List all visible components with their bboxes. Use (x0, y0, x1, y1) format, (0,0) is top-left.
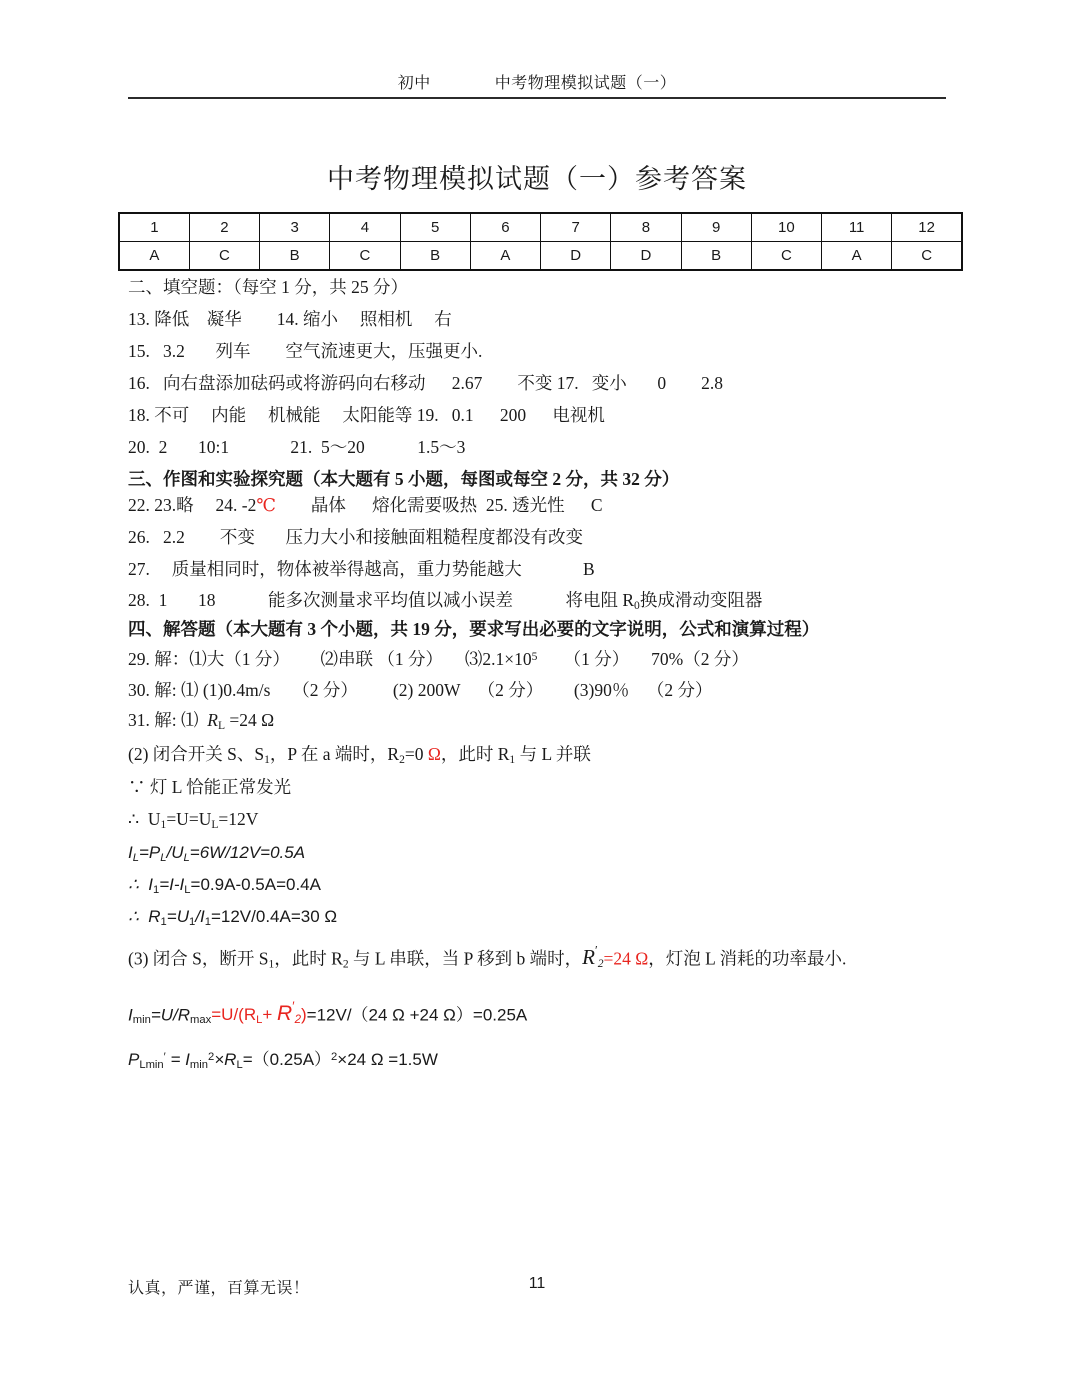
section-heading-drawing: 三、作图和实验探究题（本大题有 5 小题，每图或每空 2 分，共 32 分） (128, 469, 680, 489)
resistor-r2-subscript: 2 (399, 753, 405, 766)
solution-29-prefix: 29. 解：⑴大（1 分） ⑵串联 （1 分） ⑶2.1×10 (128, 649, 532, 669)
text-run: =I-I (159, 875, 185, 894)
answer-line-13-14: 13. 降低 凝华 14. 缩小 照相机 右 (128, 309, 452, 329)
min-subscript: min (132, 1014, 151, 1027)
text-run: + (262, 1005, 278, 1025)
solution-31-value: =24 Ω (225, 710, 275, 730)
table-cell-answer: C (330, 242, 400, 271)
solution-line-31-imin (128, 1000, 527, 1026)
table-cell-answer: B (681, 242, 751, 271)
answer-key-table (118, 212, 963, 271)
header-center-text: 中考物理模拟试题（一） (494, 75, 677, 92)
solution-line-31-part2 (128, 745, 591, 767)
answer-line-22-25 (128, 496, 603, 515)
text-run: R (277, 1002, 293, 1026)
square-exponent: 2 (207, 1050, 215, 1063)
answer-line-15: 15. 3.2 列车 空气流速更大，压强更小. (128, 341, 483, 361)
imin-formula-red (211, 1000, 307, 1027)
text-run: (3) 闭合 S，断开 S (128, 948, 269, 969)
r2-subscript: 2 (294, 1014, 301, 1027)
answer-22-24-prefix: 22. 23.略 24. -2 (128, 495, 257, 515)
solution-29-suffix: （1 分） 70%（2 分） (537, 649, 749, 669)
answer-line-16-17: 16. 向右盘添加砝码或将游码向右移动 2.67 不变 17. 变小 0 2.8 (128, 373, 723, 393)
rl-subscript: L (236, 1058, 243, 1071)
variable-R2-prime (582, 945, 603, 969)
solution-line-31-current-l (128, 843, 305, 864)
table-cell-number: 4 (330, 213, 400, 242)
prime-mark: ′ (594, 944, 598, 958)
solution-line-29 (128, 650, 749, 669)
table-row-answers (119, 242, 962, 271)
text-run: ，灯泡 L 消耗的功率最小. (648, 948, 847, 969)
text-run: P (128, 1050, 140, 1069)
text-run: =U/(R (211, 1005, 257, 1025)
text-run: ∴ R (128, 907, 161, 926)
u1-subscript: 1 (160, 818, 167, 831)
running-header (128, 70, 946, 93)
text-run: ×R (214, 1050, 237, 1069)
square-exponent: 2 (331, 1050, 338, 1063)
text-run: (2) 闭合开关 S、S (128, 744, 265, 764)
rl-subscript: L (256, 1014, 263, 1027)
variable-R-subscript-L: L (217, 719, 226, 732)
answer-line-26: 26. 2.2 不变 压力大小和接触面粗糙程度都没有改变 (128, 527, 583, 547)
text-run: =U/R (150, 1005, 191, 1025)
resistor-r0-subscript: 0 (634, 599, 640, 612)
header-left-text: 初中 (397, 75, 431, 92)
text-run: 与 L 并联 (515, 744, 591, 764)
text-run: =12V/（24 Ω +24 Ω）=0.25A (306, 1005, 528, 1025)
table-cell-answer: D (611, 242, 681, 271)
text-run: 与 L 串联，当 P 移到 b 端时， (348, 948, 583, 969)
text-run: ) (300, 1005, 307, 1025)
text-run: ∴ I (128, 875, 153, 894)
table-cell-number: 5 (400, 213, 470, 242)
text-run: ×24 Ω =1.5W (337, 1050, 438, 1069)
text-run: I (128, 843, 133, 862)
switch-s1-subscript: 1 (264, 753, 270, 766)
solution-line-31-part3 (128, 945, 846, 971)
ul-subscript: L (211, 818, 219, 831)
il-subscript: L (184, 883, 191, 896)
ul-subscript: L (183, 851, 190, 864)
page-title: 中考物理模拟试题（一）参考答案 (327, 164, 747, 194)
table-cell-number: 11 (822, 213, 892, 242)
text-run: ，此时 R (440, 744, 510, 764)
min-subscript: min (189, 1058, 208, 1071)
text-run: =U (166, 907, 190, 926)
table-cell-number: 8 (611, 213, 681, 242)
text-run: =12V/0.4A=30 Ω (210, 907, 338, 926)
footer-page-number: 11 (528, 1275, 546, 1292)
r2-prime-value-red: =24 Ω (603, 948, 649, 969)
solution-31-prefix: 31. 解: ⑴ (128, 710, 208, 730)
variable-R: R (207, 710, 218, 730)
solution-line-31-part1 (128, 711, 274, 733)
table-cell-answer: D (541, 242, 611, 271)
degree-celsius-unit: ℃ (256, 495, 276, 515)
table-cell-answer: B (400, 242, 470, 271)
text-run: =0 (404, 744, 428, 764)
r2-subscript: 2 (597, 958, 604, 971)
table-cell-answer: C (189, 242, 259, 271)
variable-R2-prime (277, 1002, 301, 1025)
answer-28-prefix: 28. 1 18 能多次测量求平均值以减小误差 将电阻 R (128, 590, 635, 610)
switch-s1-subscript: 1 (268, 958, 275, 971)
text-run: =0.9A-0.5A=0.4A (190, 875, 321, 894)
r1-subscript: 1 (160, 915, 167, 928)
text-run: ，P 在 a 端时，R (269, 744, 400, 764)
solution-line-31-plmin (128, 1045, 438, 1071)
table-cell-number: 10 (751, 213, 821, 242)
table-cell-number: 12 (892, 213, 962, 242)
answer-line-20-21: 20. 2 10:1 21. 5～20 1.5～3 (128, 437, 466, 457)
prime-mark: ′ (292, 1000, 295, 1014)
solution-line-31-voltage (128, 810, 258, 832)
text-run: R (582, 945, 595, 970)
table-cell-answer: A (822, 242, 892, 271)
table-cell-number: 3 (260, 213, 330, 242)
table-cell-answer: C (751, 242, 821, 271)
solution-line-31-because: ∵ 灯 L 恰能正常发光 (128, 777, 292, 797)
text-run: =U=U (166, 809, 212, 829)
resistor-r2-subscript: 2 (342, 958, 349, 971)
table-cell-answer: B (260, 242, 330, 271)
u1-subscript: 1 (189, 915, 196, 928)
max-subscript: max (190, 1014, 212, 1027)
answer-line-27: 27. 质量相同时，物体被举得越高，重力势能越大 B (128, 559, 595, 579)
text-run: ∴ U (128, 809, 161, 829)
i1-subscript: 1 (204, 915, 211, 928)
table-cell-answer: C (892, 242, 962, 271)
text-run: =6W/12V=0.5A (189, 843, 306, 862)
power-of-ten-exponent: 5 (531, 650, 538, 663)
text-run: /U (166, 843, 184, 862)
answer-line-28 (128, 591, 762, 613)
prime-mark: ′ (163, 1050, 166, 1063)
text-run: = I (165, 1050, 190, 1069)
text-run: =P (138, 843, 161, 862)
i1-subscript: 1 (153, 883, 160, 896)
table-cell-number: 6 (470, 213, 540, 242)
lmin-subscript: Lmin (139, 1058, 164, 1071)
table-cell-number: 7 (541, 213, 611, 242)
section-heading-solve: 四、解答题（本大题有 3 个小题，共 19 分，要求写出必要的文字说明，公式和演算过程） (128, 619, 820, 639)
ohm-unit-red: Ω (427, 744, 441, 764)
table-cell-number: 2 (189, 213, 259, 242)
table-cell-answer: A (470, 242, 540, 271)
text-run: ，此时 R (274, 948, 343, 969)
table-row-question-numbers (119, 213, 962, 242)
solution-line-31-current-1 (128, 875, 321, 896)
table-cell-number: 1 (119, 213, 189, 242)
il-subscript: L (132, 851, 139, 864)
table-cell-answer: A (119, 242, 189, 271)
text-run: /I (195, 907, 205, 926)
resistor-r1-subscript: 1 (509, 753, 516, 766)
text-run: =（0.25A） (242, 1050, 332, 1069)
pl-subscript: L (160, 851, 167, 864)
header-divider (128, 97, 946, 99)
solution-line-30: 30. 解: ⑴ (1)0.4m/s （2 分） (2) 200W （2 分） (3)90％ （2 分） (128, 680, 713, 700)
footer-motto: 认真，严谨，百算无误！ (128, 1280, 310, 1297)
table-cell-number: 9 (681, 213, 751, 242)
answer-28-suffix: 换成滑动变阻器 (639, 590, 763, 610)
answer-line-18-19: 18. 不可 内能 机械能 太阳能等 19. 0.1 200 电视机 (128, 405, 605, 425)
answer-24-25-suffix: 晶体 熔化需要吸热 25. 透光性 C (275, 495, 603, 515)
text-run: I (128, 1005, 133, 1025)
solution-line-31-resistance-1 (128, 907, 337, 928)
section-heading-fill-in: 二、填空题：（每空 1 分，共 25 分） (128, 277, 408, 297)
text-run: =12V (218, 809, 259, 829)
